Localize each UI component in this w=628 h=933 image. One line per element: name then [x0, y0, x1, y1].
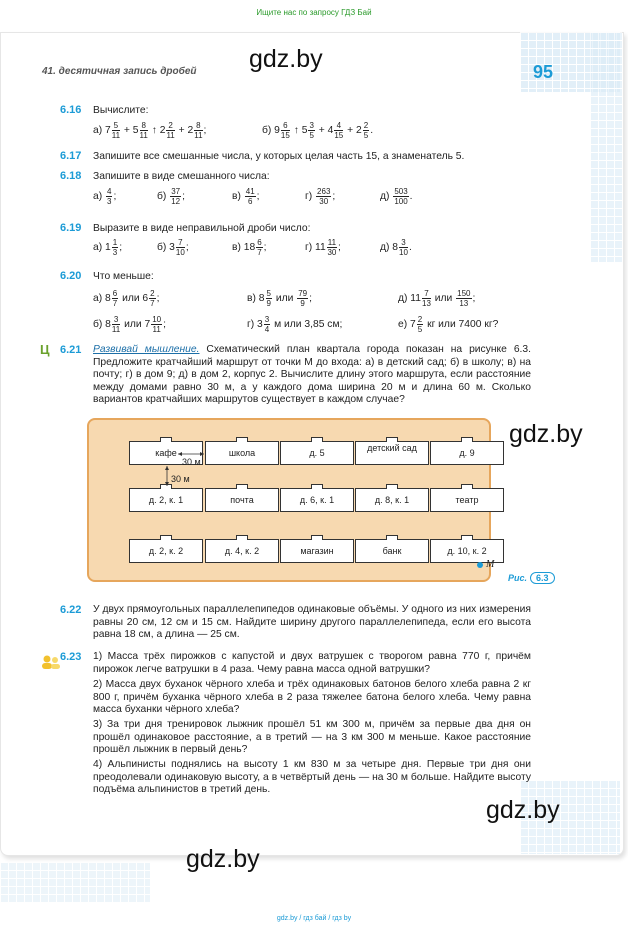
task-row: е) 7 $\frac{2}{5}$ кг или 7400 кг? [398, 315, 499, 334]
house-5: д. 5 [280, 441, 354, 465]
task-text: Запишите в виде смешанного числа: [93, 171, 270, 182]
house-6-1: д. 6, к. 1 [280, 488, 354, 512]
watermark: gdz.by [486, 796, 560, 824]
task-text: Вычислите: [93, 105, 149, 116]
task-row: б) 3 $\frac{7}{10}$ ; [157, 238, 189, 257]
task-body: Схематический план квартала города показан на рисунке 6.3. Предложите кратчайший маршрут от точки M до входа: а) в детский сад; б) в школу; в) на почту; г) в дом 9; д) в дом 2, корпус 2. Вычислите длину этого маршрута, если расстояние между домами равно 30 м, а у каждого дома ширина 20 м и длина 60 м. Сколько вариантов кратчайших маршрутов существует в каждом случае? [93, 344, 531, 405]
task-part: 3) За три дня тренировок лыжник прошёл 51 км 300 м, причём за первые два дня он прошёл одинаковое расстояние, а в третий — на 3 км 300 м меньше. Какое расстояние прошёл лыжник в первый день? [93, 719, 531, 755]
task-text: Запишите все смешанные числа, у которых целая часть 15, а знаменатель 5. [93, 151, 465, 162]
task-text: У двух прямоугольных параллелепипедов одинаковые объёмы. У одного из них измерения равны 20 см, 12 см и 15 см. Найдите ширину другого параллелепипеда, если его высота равна 18 см, а длина — 25 см. [93, 604, 531, 640]
arrowhead [178, 452, 182, 456]
task-row: в) $\frac{41}{6}$ ; [232, 187, 260, 206]
section-title: 41. десятичная запись дробей [42, 66, 197, 77]
watermark: gdz.by [186, 845, 260, 873]
task-row: д) $\frac{503}{100}$ . [380, 187, 413, 206]
house-8-1: д. 8, к. 1 [355, 488, 429, 512]
watermark: gdz.by [249, 45, 323, 73]
arrowhead [165, 466, 169, 470]
page-number: 95 [533, 62, 554, 82]
house-bank: банк [355, 539, 429, 563]
task-lead: Развивай мышление. [93, 344, 200, 355]
task-number: 6.20 [60, 270, 82, 282]
group-work-icon [40, 654, 62, 670]
task-number: 6.21 [60, 344, 82, 356]
house-shop: магазин [280, 539, 354, 563]
figure-label: Рис. 6.3 [508, 572, 555, 584]
house-cafe: кафе [129, 441, 203, 465]
watermark: gdz.by [509, 420, 583, 448]
distance-label-v: 30 м [171, 474, 190, 484]
task-text: Выразите в виде неправильной дроби число: [93, 223, 311, 234]
house-9: д. 9 [430, 441, 504, 465]
task-part: 2) Масса двух буханок чёрного хлеба и трёх одинаковых батонов белого хлеба равна 2 кг 800 г, причём буханка чёрного хлеба в 2 раза тяжелее батона белого хлеба. Чему равна масса буханки чёрного хлеба? [93, 679, 531, 715]
task-number: 6.17 [60, 150, 82, 162]
distance-label-h: 30 м [182, 457, 201, 467]
task-row: г) $\frac{263}{30}$ ; [305, 187, 336, 206]
task-row: а) 1 $\frac{1}{3}$ ; [93, 238, 123, 257]
arrowhead [165, 482, 169, 486]
house-2-1: д. 2, к. 1 [129, 488, 203, 512]
task-row: д) 8 $\frac{3}{10}$ . [380, 238, 412, 257]
task-number: 6.19 [60, 222, 82, 234]
arrowhead [200, 452, 204, 456]
task-row: д) 11 $\frac{7}{13}$ или $\frac{150}{13}$ ; [398, 289, 476, 308]
task-row: а) 8 $\frac{6}{7}$ или 6 $\frac{2}{7}$ ; [93, 289, 160, 308]
house-4-2: д. 4, к. 2 [205, 539, 279, 563]
house-post-office: почта [205, 488, 279, 512]
task-row: в) 18 $\frac{6}{7}$ ; [232, 238, 267, 257]
task-row: а) 7 $\frac{5}{11}$ + 5 $\frac{8}{11}$ ↑ 2 $\frac{2}{11}$ + 2 $\frac{8}{11}$ ; [93, 121, 207, 140]
house-kindergarten: детский сад [355, 441, 429, 465]
house-school: школа [205, 441, 279, 465]
task-part: 1) Масса трёх пирожков с капустой и двух ватрушек с творогом равна 770 г, причём пирожок легче ватрушки в 4 раза. Чему равна масса одной ватрушки? [93, 651, 531, 675]
task-part: 4) Альпинисты поднялись на высоту 1 км 830 м за четыре дня. Первые три дня они преодолевали одинаковую высоту, а в четвёртый день — на 30 м больше. Найдите высоту подъёма альпинистов в третий день. [93, 759, 531, 795]
task-row: б) $\frac{37}{12}$ ; [157, 187, 185, 206]
point-m-marker [477, 562, 483, 568]
task-text: Что меньше: [93, 271, 154, 282]
task-number: 6.23 [60, 651, 82, 663]
task-number: 6.22 [60, 604, 82, 616]
point-m-label: M [486, 559, 495, 570]
top-link[interactable]: Ищите нас по запросу ГДЗ Бай [256, 8, 372, 17]
task-row: б) 8 $\frac{3}{11}$ или 7 $\frac{10}{11}$ ; [93, 315, 166, 334]
task-row: а) $\frac{4}{3}$ ; [93, 187, 117, 206]
task-row: г) 3 $\frac{3}{4}$ м или 3,85 см; [247, 315, 343, 334]
competency-badge: Ц [40, 342, 50, 357]
task-row: б) 9 $\frac{6}{15}$ ↑ 5 $\frac{3}{5}$ + 4 $\frac{4}{15}$ + 2 $\frac{2}{5}$ . [262, 121, 374, 140]
footer-links[interactable]: gdz.by / гдз бай / гдз by [276, 915, 352, 922]
house-2-2: д. 2, к. 2 [129, 539, 203, 563]
task-number: 6.16 [60, 104, 82, 116]
house-10-2: д. 10, к. 2 [430, 539, 504, 563]
house-theatre: театр [430, 488, 504, 512]
task-number: 6.18 [60, 170, 82, 182]
task-row: г) 11 $\frac{11}{30}$ ; [305, 238, 341, 257]
task-row: в) 8 $\frac{5}{9}$ или $\frac{79}{9}$ ; [247, 289, 312, 308]
